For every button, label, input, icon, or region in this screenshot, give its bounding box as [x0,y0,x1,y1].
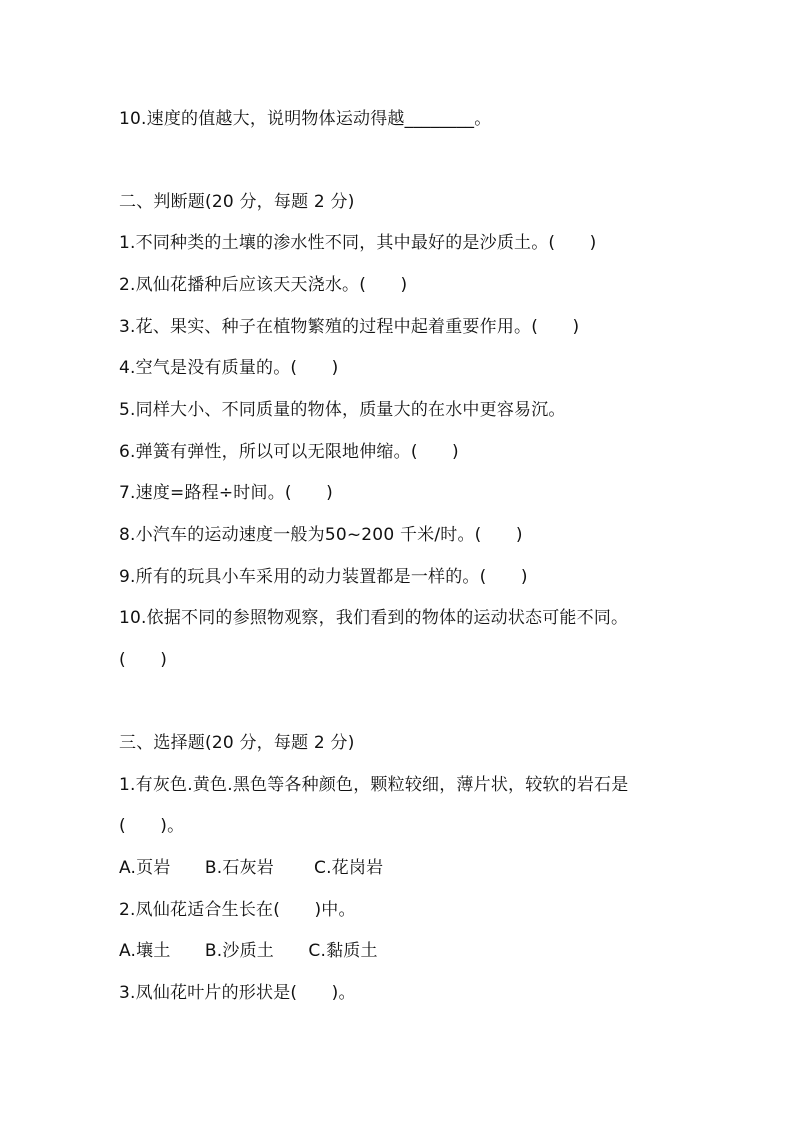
judgement-question-5: 5.同样大小、不同质量的物体，质量大的在水中更容易沉。 [119,400,566,420]
judgement-question-8: 8.小汽车的运动速度一般为50~200 千米/时。( ) [119,525,523,545]
choice-question-1-blank: ( )。 [119,816,185,836]
choice-question-2-options: A.壤土 B.沙质土 C.黏质土 [119,941,378,961]
judgement-section-heading: 二、判断题(20 分，每题 2 分) [119,192,355,212]
judgement-question-9: 9.所有的玩具小车采用的动力装置都是一样的。( ) [119,567,528,587]
choice-question-1-options: A.页岩 B.石灰岩 C.花岗岩 [119,858,384,878]
judgement-question-3: 3.花、果实、种子在植物繁殖的过程中起着重要作用。( ) [119,317,580,337]
choice-section-heading: 三、选择题(20 分，每题 2 分) [119,733,355,753]
choice-question-3-stem: 3.凤仙花叶片的形状是( )。 [119,983,356,1003]
judgement-question-10: 10.依据不同的参照物观察，我们看到的物体的运动状态可能不同。 [119,608,629,628]
judgement-question-6: 6.弹簧有弹性，所以可以无限地伸缩。( ) [119,442,459,462]
choice-question-2-stem: 2.凤仙花适合生长在( )中。 [119,900,356,920]
judgement-question-2: 2.凤仙花播种后应该天天浇水。( ) [119,275,408,295]
judgement-question-7: 7.速度=路程÷时间。( ) [119,483,333,503]
judgement-question-1: 1.不同种类的土壤的渗水性不同，其中最好的是沙质土。( ) [119,233,597,253]
judgement-question-4: 4.空气是没有质量的。( ) [119,358,339,378]
judgement-question-10-answer-blank: ( ) [119,650,168,670]
fill-in-question-10: 10.速度的值越大，说明物体运动得越________。 [119,109,492,129]
choice-question-1-stem: 1.有灰色.黄色.黑色等各种颜色，颗粒较细，薄片状，较软的岩石是 [119,775,629,795]
